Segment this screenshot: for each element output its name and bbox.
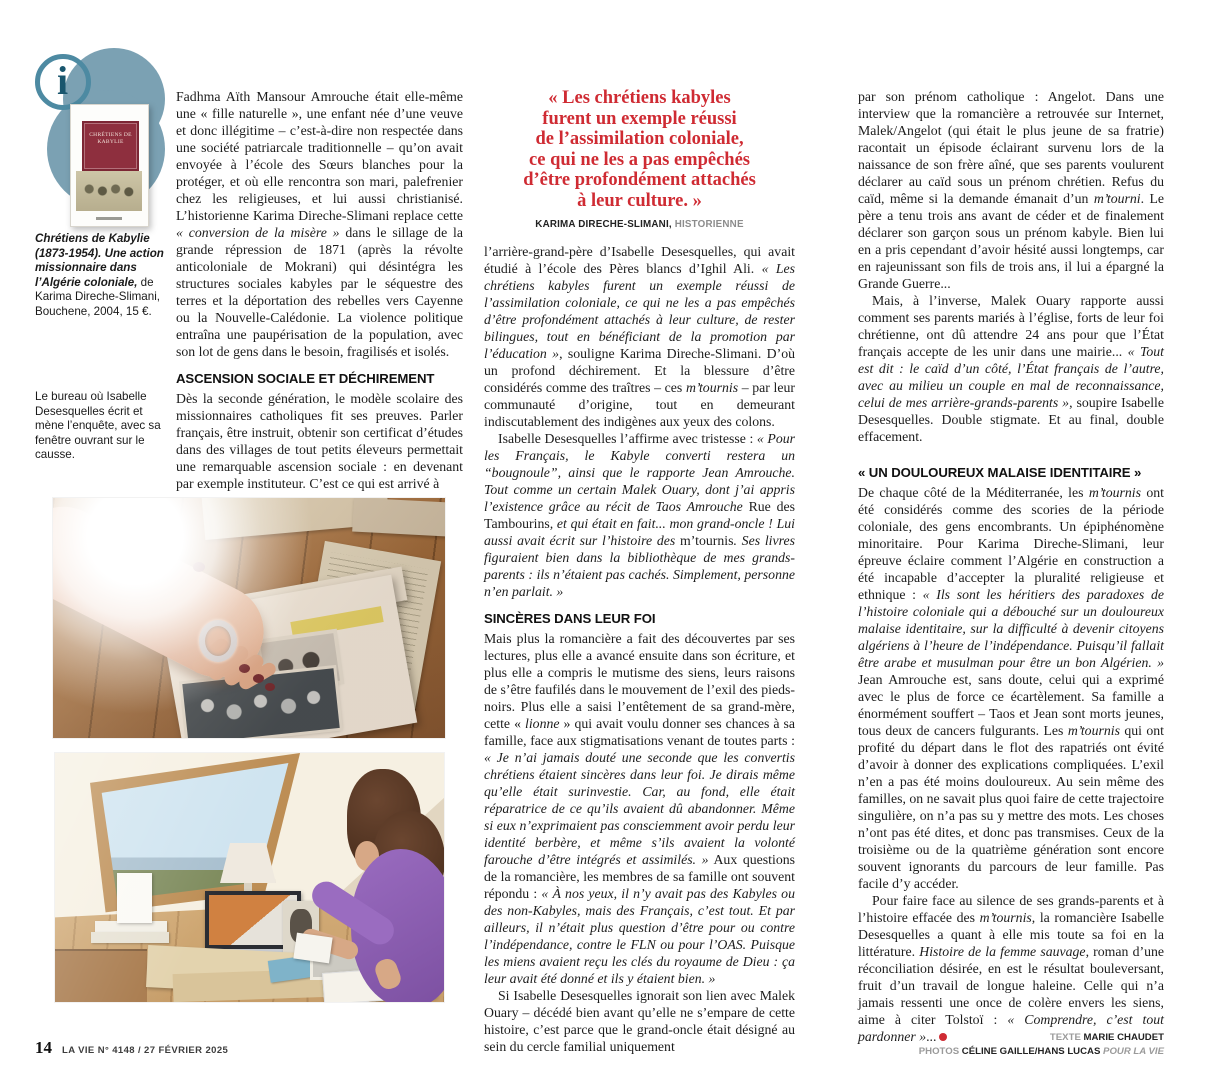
column-3 [858,88,1164,1059]
section-heading: SINCÈRES DANS LEUR FOI [484,611,656,626]
info-icon-glyph: i [57,58,69,103]
photo-caption: Le bureau où Isabelle Desesquelles écrit et mène l’enquête, avec sa fenêtre ouvrant sur le causse. [35,390,161,462]
credit-texte-label: TEXTE [1049,1032,1084,1043]
body-paragraph: Mais, à l’inverse, Malek Ouary rapporte aussi comment ses parents mariés à l’église, forts de leur foi chrétienne, ont dû attendre 24 ans pour que l’État français accepte de les unir dans une mairie... « Tout est dit : le caïd d’un côté, l’État français de l’autre, avec au milieu un couple en mal de reconnaissance, celui de mes arrière-grands-parents », soupire Isabelle Desesquelles. Double stigmate. Et au final, double effacement. [858,293,1164,444]
book-caption: Chrétiens de Kabylie (1873-1954). Une action missionnaire dans l’Algérie coloniale, de Karima Direche-Slimani, Bouchene, 2004, 15 €. [35,232,164,318]
end-of-article-dot [939,1033,947,1041]
body-paragraph-text: Pour faire face au silence de ses grands-parents et à l’histoire effacée des m’tournis, la romancière Isabelle Desesquelles a quant à elle mis toute sa foi en la littérature. Histoire de la femme sauvage, roman d’une réconciliation désirée, en est le résultat bouleversant, fruit d’un travail de longue haleine. Celle qui n’a jamais ressenti une once de colère envers les siens, aime à citer Tolstoï : « Comprendre, c’est tout pardonner »... [858,893,1165,1044]
body-paragraph: Fadhma Aïth Mansour Amrouche était elle-même une « fille naturelle », une enfant née d’une veuve et donc illégitime – c’est-à-dire non respectée dans une société patriarcale traditionnelle – qu’on avait envoyée à l’école des Sœurs blanches pour la protéger, et où elle rencontra son mari, palefrenier chez les religieuses, et lui aussi christianisé. L’historienne Karima Direche-Slimani replace cette « conversion de la misère » dans le sillage de la grande répression de 1871 (après la révolte anticoloniale de Mokrani) qui désintégra les structures sociales kabyles par le séquestre des terres et la déportation des rebelles vers Cayenne ou la Nouvelle-Calédonie. La violence politique entraîna une paupérisation de la population, avec son lot de gens dans le besoin, fragilisés et isolés. [176,89,463,359]
pull-quote-attribution [484,219,795,230]
info-box [35,42,170,232]
body-paragraph: Isabelle Desesquelles l’affirme avec tristesse : « Pour les Français, le Kabyle converti restera un “bougnoule”, ainsi que le rapporte Jean Amrouche. Tout comme un certain Malek Ouary, dont j’ai appris l’existence grâce au récit de Taos Amrouche Rue des Tambourins, et qui était en fait... mon grand-oncle ! Lui aussi avait écrit sur l’histoire des m’tournis. Ses livres figuraient bien dans la bibliothèque de mes grands-parents : ils n’étaient pas cachés. Simplement, personne n’en parlait. » [484,431,795,599]
attribution-role: HISTORIENNE [671,219,744,230]
body-paragraph: par son prénom catholique : Angelot. Dans une interview que la romancière a retrouvée sur Internet, Malek/Angelot (qui était le plus jeune de sa fratrie) racontait un épisode éclairant survenu lors de la naissance de son frère aîné, que ses parents voulurent déclarer au caïd sous un prénom chrétien. Refus du caïd, même si la demande émanait d’un m’tourni. Le père a tenu trois ans avant de céder et de finalement déclarer son garçon sous un prénom kabyle. Bien lui en a pris cependant d’avoir hésité aussi longtemps, car en rajeunissant son fils de trois ans, il lui a épargné la Grande Guerre... [858,89,1165,291]
book-cover-photo [76,171,142,211]
book-cover-publisher-mark [96,217,122,220]
info-icon [35,54,91,110]
credit-photos-label: PHOTOS [918,1046,962,1057]
credit-texte-name: MARIE CHAUDET [1083,1032,1164,1043]
book-cover-panel [82,121,139,171]
photo2-sunlight [55,753,444,1002]
column-1 [176,88,463,492]
body-paragraph: Si Isabelle Desesquelles ignorait son lien avec Malek Ouary – décédé bien avant qu’elle ne s’empare de cette histoire, c’est parce que le grand-oncle était désigné au sein du cercle familial uniquement [484,988,795,1054]
body-paragraph: Mais plus la romancière a fait des découvertes par ses lectures, plus elle a avancé ensuite dans son écriture, et plus elle a compris le mutisme des siens, leurs raisons de s’être faufilés dans le mouvement de l’exil des pieds-noirs. Plus elle a saisi l’entêtement de sa grand-mère, cette « lionne » qui avait voulu donner ses chances à sa famille, face aux stigmatisations venant de toutes parts : « Je n’ai jamais douté une seconde que les convertis chrétiens étaient sincères dans leur foi. Je dirais même qu’elle était surinvestie. Car, au fond, elle était réparatrice de ce qu’ils avaient dû abandonner. Même si eux n’exprimaient pas consciemment avoir perdu leur identité berbère, et même s’ils avaient la volonté farouche d’être intégrés et assimilés. » Aux questions de la romancière, les membres de sa famille ont souvent répondu : « À nos yeux, il n’y avait pas des Kabyles ou des non-Kabyles, mais des Français, c’est tout. Et par ailleurs, il n’était plus question d’être pour ou contre l’indépendance, contre le FLN ou pour l’OAS. Puisque les miens avaient reçu les clés du royaume de Dieu : ça leur avait été donné et ils y étaient bien. » [484,631,795,986]
section-heading: « UN DOULOUREUX MALAISE IDENTITAIRE » [858,465,1142,480]
attribution-name: KARIMA DIRECHE-SLIMANI, [535,219,672,230]
column-2 [484,88,795,1055]
page-footer [35,1038,228,1058]
book-cover-title: CHRÉTIENS DE KABYLIE [89,132,132,145]
credit-photos-for: POUR LA VIE [1100,1046,1164,1057]
pull-quote: « Les chrétiens kabyles furent un exemple réussi de l’assimilation coloniale, ce qui ne les a pas empêchés d’être profondément attachés à leur culture. » [523,88,756,211]
page-number: 14 [35,1038,52,1057]
body-paragraph: l’arrière-grand-père d’Isabelle Desesquelles, qui avait étudié à l’école des Pères blancs d’Ighil Ali. « Les chrétiens kabyles furent un exemple réussi de l’assimilation coloniale, ce qui ne les a pas empêchés d’être profondément attachés à leur culture, de rester bilingues, tout en bénéficiant de la promotion par l’éducation », souligne Karima Direche-Slimani. D’où un profond déchirement. Et la blessure d’être considérés comme des traîtres – ces m’tournis – par leur communauté d’origine, tout en demeurant indiscutablement des indigènes aux yeux des colons. [484,244,795,429]
body-paragraph: De chaque côté de la Méditerranée, les m’tournis ont été considérés comme des scories de la période coloniale, des gens encombrants. Un épiphénomène minoritaire. Pour Karima Direche-Slimani, leur épreuve éclaire comment l’Algérie en construction a été incapable d’accepter la pluralité religieuse et ethnique : « Ils sont les héritiers des paradoxes de l’histoire coloniale qui a débouché sur un douloureux malaise identitaire, sur la difficulté à devenir citoyens algériens à l’heure de l’indépendance. Puisqu’il fallait être arabe et musulman pour être un bon Algérien. » Jean Amrouche est, sans doute, celui qui a exprimé avec le plus de force ce écartèlement. Sa famille a énormément souffert – Taos et Jean sont morts jeunes, tous deux de cancers fulgurants. Les m’tournis qui ont profité du départ dans le flot des rapatriés ont évité d’avoir à donner des explications compliquées. L’exil n’en a pas été moins douloureux. Au sein même des familles, on ne savait plus quoi faire de cette trajectoire singulière, on n’a pas su y mettre des mots. Les choses n’ont pas été dites, et donc pas transmises. Ceux de la troisième ou de la quatrième génération sont encore souvent ignorants du parcours de leur famille. Pas facile d’y accéder. [858,485,1164,891]
photo1-lens-flare [53,498,445,738]
issue-line: LA VIE N° 4148 / 27 FÉVRIER 2025 [62,1045,229,1056]
section-heading: ASCENSION SOCIALE ET DÉCHIREMENT [176,371,435,386]
photo-writer-office [55,753,444,1002]
book-cover [70,104,149,227]
credit-photos-name: CÉLINE GAILLE/HANS LUCAS [961,1046,1101,1057]
credit-photos [858,1045,1164,1059]
body-paragraph [858,892,1164,1045]
body-paragraph: Dès la seconde génération, le modèle scolaire des missionnaires catholiques fit ses preuves. Parler français, être instruit, obtenir son certificat d’études dans des villages de tout petits éleveurs permettait une remarquable ascension sociale : en devenant par exemple instituteur. C’est ce qui est arrivé à [176,391,463,491]
photo-archive-documents [53,498,445,738]
